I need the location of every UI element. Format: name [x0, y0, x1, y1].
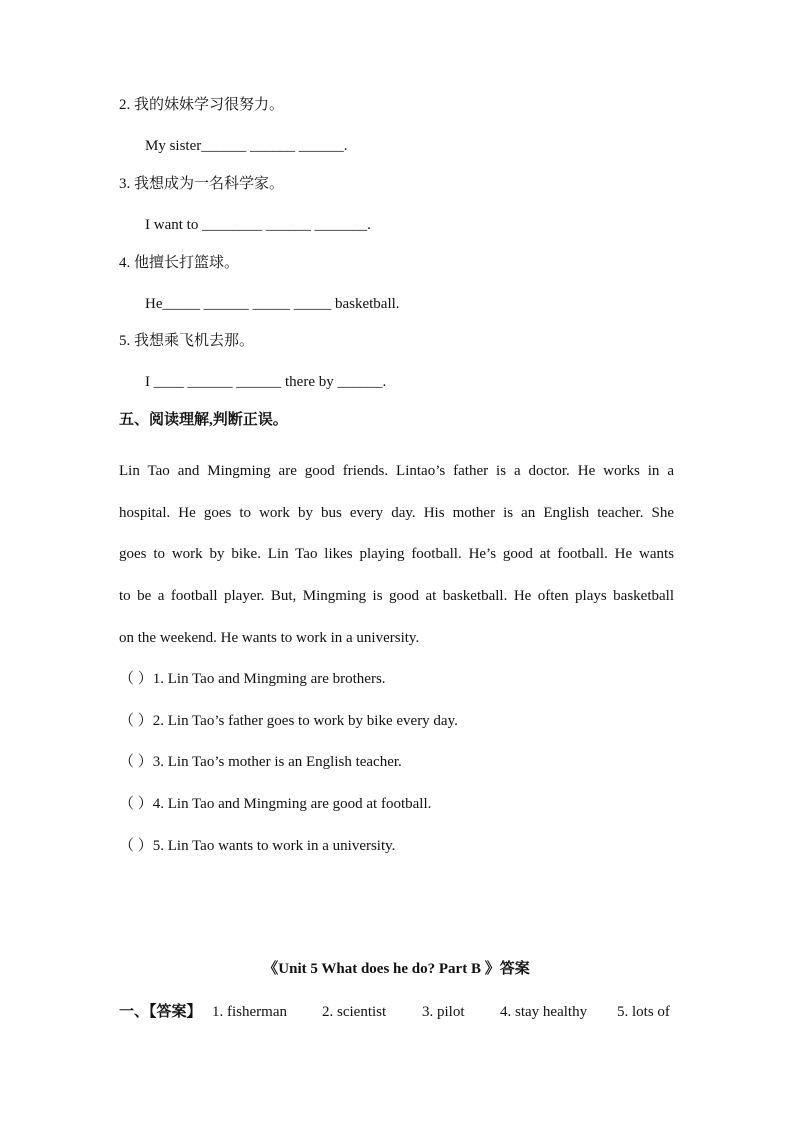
question-2-english-blank: My sister______ ______ ______. — [145, 138, 348, 154]
passage-line: goes to work by bike. Lin Tao likes playing football. He’s good at football. He wants — [119, 546, 674, 562]
answer-key-title: 《Unit 5 What does he do? Part B 》答案 — [263, 961, 530, 977]
statement-2: （ ）2. Lin Tao’s father goes to work by bike every day. — [119, 713, 458, 729]
answer-section-label: 一、【答案】 — [119, 1004, 202, 1020]
question-5-chinese: 5. 我想乘飞机去那。 — [119, 333, 255, 349]
answer-item: 5. lots of — [617, 1004, 670, 1020]
passage-line: Lin Tao and Mingming are good friends. Lintao’s father is a doctor. He works in a — [119, 463, 674, 479]
question-4-english-blank: He_____ ______ _____ _____ basketball. — [145, 296, 400, 312]
answer-item: 2. scientist — [322, 1004, 387, 1020]
question-3-chinese: 3. 我想成为一名科学家。 — [119, 176, 285, 192]
answer-item: 3. pilot — [422, 1004, 465, 1020]
passage-line: to be a football player. But, Mingming is good at basketball. He often plays basketball — [119, 588, 674, 604]
section-5-heading: 五、阅读理解,判断正误。 — [119, 412, 288, 428]
statement-3: （ ）3. Lin Tao’s mother is an English teacher. — [119, 754, 402, 770]
answer-row — [0, 1005, 793, 1025]
answer-item: 1. fisherman — [212, 1004, 287, 1020]
question-3-english-blank: I want to ________ ______ _______. — [145, 217, 371, 233]
statement-5: （ ）5. Lin Tao wants to work in a university. — [119, 838, 396, 854]
question-5-english-blank: I ____ ______ ______ there by ______. — [145, 374, 387, 390]
passage-line: hospital. He goes to work by bus every day. His mother is an English teacher. She — [119, 505, 674, 521]
question-4-chinese: 4. 他擅长打篮球。 — [119, 255, 240, 271]
question-2-chinese: 2. 我的妹妹学习很努力。 — [119, 97, 285, 113]
answer-item: 4. stay healthy — [500, 1004, 588, 1020]
statement-1: （ ）1. Lin Tao and Mingming are brothers. — [119, 671, 386, 687]
passage-line: on the weekend. He wants to work in a university. — [119, 630, 420, 646]
statement-4: （ ）4. Lin Tao and Mingming are good at football. — [119, 796, 432, 812]
